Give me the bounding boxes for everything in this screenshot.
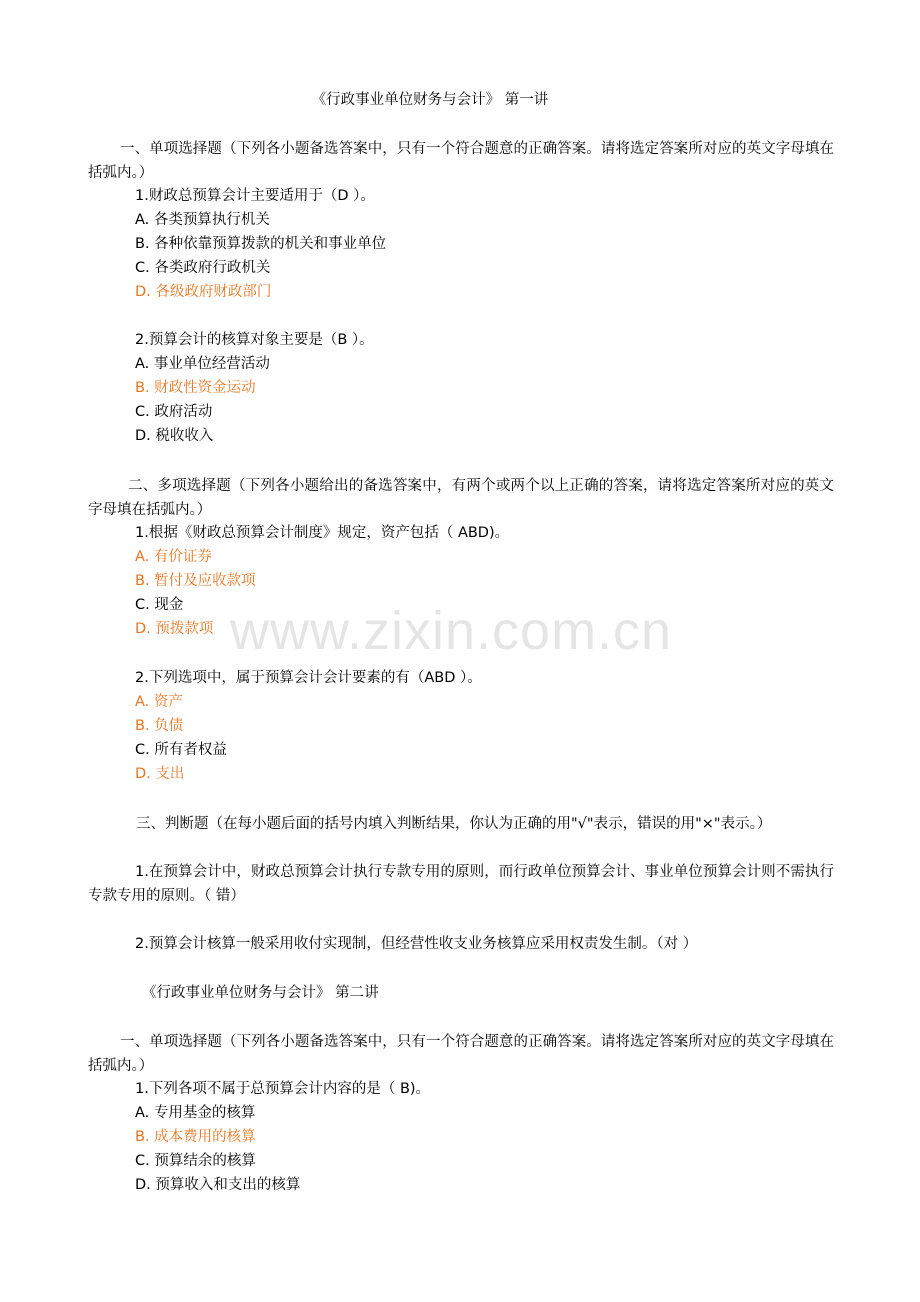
lecture2-title: 《行政事业单位财务与会计》 第二讲 [142, 985, 379, 1001]
question-text: 1.根据《财政总预算会计制度》规定，资产包括（ ABD)。 [135, 525, 510, 541]
option-d-correct: D. 各级政府财政部门 [135, 284, 272, 300]
option-a: A. 专用基金的核算 [135, 1105, 256, 1121]
question-text: 1.财政总预算会计主要适用于（D ）。 [135, 188, 375, 204]
lecture1-section1-heading: 一、单项选择题（下列各小题备选答案中，只有一个符合题意的正确答案。请将选定答案所对应的英文字母填在括弧内。） [88, 141, 834, 181]
lecture1-section2-heading: 二、多项选择题（下列各小题给出的备选答案中，有两个或两个以上正确的答案，请将选定答案所对应的英文字母填在括弧内。） [88, 478, 834, 518]
option-d-correct: D. 预拨款项 [135, 621, 214, 637]
option-c: C. 政府活动 [135, 404, 213, 420]
option-c: C. 现金 [135, 597, 184, 613]
judgement-question: 2.预算会计核算一般采用收付实现制，但经营性收支业务核算应采用权责发生制。（对 ） [135, 936, 698, 952]
option-b-correct: B. 成本费用的核算 [135, 1129, 256, 1145]
option-d: D. 预算收入和支出的核算 [135, 1177, 301, 1193]
lecture1-section3-heading: 三、判断题（在每小题后面的括号内填入判断结果，你认为正确的用"√"表示，错误的用"×"表示。） [136, 816, 772, 832]
option-b-correct: B. 暂付及应收款项 [135, 573, 256, 589]
lecture1-title: 《行政事业单位财务与会计》 第一讲 [311, 92, 549, 108]
option-a: A. 事业单位经营活动 [135, 356, 270, 372]
option-a-correct: A. 资产 [135, 694, 183, 710]
option-c: C. 各类政府行政机关 [135, 260, 271, 276]
question-text: 1.下列各项不属于总预算会计内容的是（ B)。 [135, 1081, 431, 1097]
option-c: C. 所有者权益 [135, 742, 227, 758]
lecture2-section1-heading: 一、单项选择题（下列各小题备选答案中，只有一个符合题意的正确答案。请将选定答案所对应的英文字母填在括弧内。） [88, 1034, 834, 1074]
option-a: A. 各类预算执行机关 [135, 212, 270, 228]
option-d-correct: D. 支出 [135, 766, 185, 782]
question-text: 2.预算会计的核算对象主要是（B ）。 [135, 332, 374, 348]
watermark: www.zixin.com.cn [230, 601, 673, 661]
judgement-question: 1.在预算会计中，财政总预算会计执行专款专用的原则，而行政单位预算会计、事业单位预算会计则不需执行专款专用的原则。（ 错） [88, 864, 834, 904]
option-b: B. 各种依靠预算拨款的机关和事业单位 [135, 236, 387, 252]
question-text: 2.下列选项中，属于预算会计会计要素的有（ABD ）。 [135, 670, 482, 686]
option-b-correct: B. 财政性资金运动 [135, 380, 256, 396]
option-d: D. 税收收入 [135, 428, 214, 444]
option-c: C. 预算结余的核算 [135, 1153, 256, 1169]
option-a-correct: A. 有价证券 [135, 549, 212, 565]
option-b-correct: B. 负债 [135, 718, 184, 734]
